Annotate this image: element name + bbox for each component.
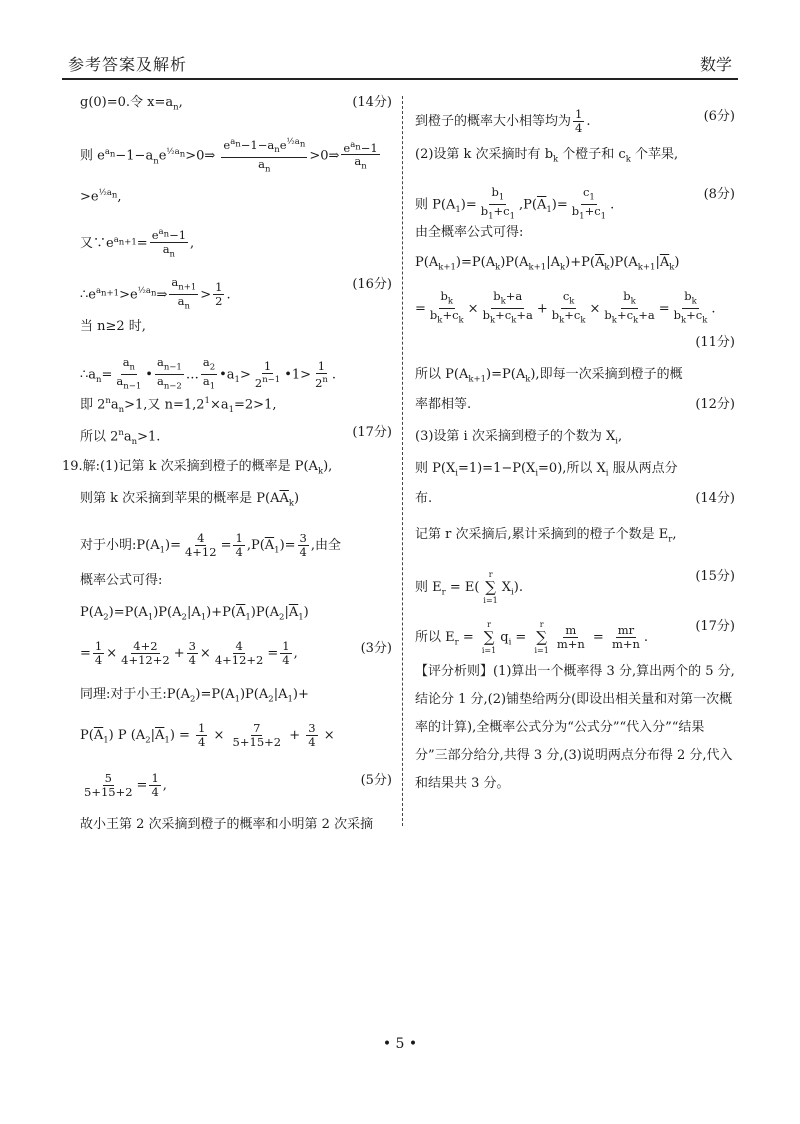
line-equal: 所以 $P(A_{k+1})=P(A_k)$,即每一次采摘到橙子的概	[415, 367, 683, 385]
fraction: $\frac{3}{4}$	[188, 639, 196, 667]
line-pa1: 则 $P(A_1)=$ $\frac{b_1}{b_1+c_1}$ $,P(\overline{A}_1)=$ $\frac{c_1}{b_1+c_1}$ . (8分)	[415, 185, 735, 222]
column-divider	[402, 96, 403, 826]
score: (12分)	[695, 397, 735, 412]
fraction: $\frac{4}{4+12}$	[184, 531, 217, 559]
score: (8分)	[703, 187, 735, 202]
sum-symbol: r ∑ i=1	[481, 620, 497, 655]
fraction: $\frac{1}{4}$	[575, 107, 583, 135]
fraction: $\frac{1}{2}$	[215, 280, 223, 309]
line-equal-prob: 到橙子的概率大小相等均为 $\frac{1}{4}$ . (6分)	[415, 107, 735, 135]
page-number: • 5 •	[382, 1036, 418, 1052]
line-g0: g(0)=0.令 $x=a_n$, (14分)	[80, 95, 392, 113]
fraction: $\frac{c_k}{b_k+c_k}$	[551, 289, 586, 326]
line-calc-4: = $\frac{b_k}{b_k+c_k}$ × $\frac{b_k+a}{b_k+c_k+a}$ + $\frac{c_k}{b_k+c_k}$ × $\frac{b_k}{b_k+c_k+a}$ = $\frac{b_k}{b_k+c_k}$ .	[415, 289, 716, 326]
score: (3分)	[360, 641, 392, 656]
line-part2: (2)设第 k 次采摘时有 $b_k$ 个橙子和 $c_k$ 个苹果,	[415, 147, 679, 165]
line-when: 当 n≥2 时,	[80, 319, 146, 334]
score: (15分)	[695, 569, 735, 584]
header-subject: 数学	[699, 55, 732, 74]
fraction: $\frac{1}{4}$	[94, 639, 103, 667]
sum-symbol: r ∑ i=1	[483, 570, 498, 605]
line-because: 又$\because e^{a_{n+1}}=$ $\frac{e^{a_n}-1}{a_n}$ ,	[80, 227, 195, 260]
fraction: $\frac{b_k}{b_k+c_k}$	[429, 289, 464, 326]
line-product: $\therefore a_n=$ $\frac{a_n}{a_{n-1}}$ • $\frac{a_{n-1}}{a_{n-2}}$ … $\frac{a_2}{a_1}$ $•a_1>$ $\frac{1}{2^{n-1}}$ •1> $\frac{1}{2^n}$ .	[80, 355, 337, 392]
fraction: $\frac{m}{m+n}$	[556, 623, 585, 651]
score: (14分)	[352, 95, 392, 110]
fraction: $\frac{e^{a_n}-1}{a_n}$	[343, 139, 378, 172]
fraction: $\frac{a_{n-1}}{a_{n-2}}$	[156, 355, 182, 392]
page-header	[62, 48, 738, 80]
score: (14分)	[695, 491, 735, 506]
fraction: $\frac{b_k+a}{b_k+c_k+a}$	[482, 289, 533, 326]
line-part3: (3)设第 i 次采摘到橙子的个数为 $X_i$,	[415, 429, 623, 447]
line-gt: $>e^{\frac{1}{2}a_n}$,	[80, 188, 122, 205]
line-implication: 则 $e^{a_n}-1-a_ne^{\frac{1}{2}a_n}>0\Rightarrow$ $\frac{e^{a_n}-1-a_ne^{\frac{1}{2}a_n}}{a_n}$ >0⇒ $\frac{e^{a_n}-1}{a_n}$	[80, 137, 378, 175]
line-therefore: $\therefore e^{a_{n+1}}>e^{\frac{1}{2}a_n}\Rightarrow$ $\frac{a_{n+1}}{a_n}$ > $\frac{1}{2}$ . (16分)	[80, 275, 392, 312]
line-two-point: 则 $P(X_i=1)=1-P(X_i=0)$,所以 $X_i$ 服从两点分	[415, 461, 678, 479]
line-xiaowang: 同理:对于小王$:P(A_2)=P(A_1)P(A_2|A_1)+$	[80, 687, 309, 705]
fraction: $\frac{3}{4}$	[308, 721, 316, 749]
fraction: $\frac{a_2}{a_1}$	[202, 355, 216, 392]
header-title: 参考答案及解析	[68, 55, 188, 74]
fraction: $\frac{7}{5+15+2}$	[232, 721, 282, 749]
fraction: $\frac{1}{4}$	[198, 721, 206, 749]
line-calc-3: $\frac{5}{5+15+2}$ = $\frac{1}{4}$ , (5分)	[84, 771, 392, 799]
grading-note: 【评分析则】(1)算出一个概率得 3 分,算出两个的 5 分,结论分 1 分,(2)铺垫给两分(即设出相关量和对第一次概率的计算),全概率公式分为“公式分”“代入分”“结果分”三部分给分,共得 3 分,(3)说明两点分布得 2 分,代入和结果共 3 分。	[415, 664, 735, 791]
fraction: $\frac{c_1}{b_1+c_1}$	[571, 185, 607, 222]
line-calc-2: $P(\overline{A}_1)$ P $(A_2|\overline{A}_1)$ = $\frac{1}{4}$ × $\frac{7}{5+15+2}$ + $\frac{3}{4}$ ×	[80, 721, 335, 749]
fraction: $\frac{4}{4+12+2}$	[214, 639, 264, 667]
score: (16分)	[352, 277, 392, 292]
line-formula-label-2: 由全概率公式可得:	[415, 225, 524, 240]
score: (17分)	[695, 619, 735, 634]
line-apple: 则第 k 次采摘到苹果的概率是 $P(A\overline{A}_k)$	[80, 491, 300, 509]
fraction: $\frac{1}{2^n}$	[315, 358, 328, 390]
line-all-equal: 率都相等. (12分)	[415, 397, 735, 412]
score: (6分)	[703, 109, 735, 124]
sum-symbol: r ∑ i=1	[534, 620, 549, 655]
line-namely: 即 $2^na_n>1$,又 $n=1,2^1\times a_1=2>1$,	[80, 396, 277, 415]
score: (11分)	[695, 335, 735, 350]
fraction: $\frac{5}{5+15+2}$	[84, 771, 133, 799]
fraction: $\frac{1}{4}$	[151, 771, 159, 799]
fraction: $\frac{mr}{m+n}$	[611, 623, 640, 651]
fraction: $\frac{e^{a_n}-1-a_ne^{\frac{1}{2}a_n}}{a_n}$	[223, 137, 306, 175]
fraction: $\frac{b_k}{b_k+c_k}$	[673, 289, 708, 326]
line-so: 所以 $2^na_n>1$. (17分)	[80, 425, 392, 447]
fraction: $\frac{e^{a_n}-1}{a_n}$	[151, 227, 187, 260]
line-formula-label: 概率公式可得:	[80, 573, 163, 588]
score: (5分)	[360, 773, 392, 788]
line-total-prob-2: $P(A_{k+1})=P(A_k)P(A_{k+1}|A_k)+P(\overline{A}_k)P(A_{k+1}|\overline{A}_k)$	[415, 255, 680, 273]
line-conclusion: 故小王第 2 次采摘到橙子的概率和小明第 2 次采摘	[80, 817, 374, 832]
fraction: $\frac{a_{n+1}}{a_n}$	[171, 275, 197, 312]
fraction: $\frac{a_n}{a_{n-1}}$	[116, 355, 142, 392]
fraction: $\frac{b_k}{b_k+c_k+a}$	[604, 289, 655, 326]
q19-title: 19.解:(1)记第 k 次采摘到橙子的概率是 $P(A_k)$,	[62, 459, 333, 477]
line-er-result: 所以 $E_r$ = r ∑ i=1 $q_i$ = r ∑ i=1 $\frac{m}{m+n}$ = $\frac{mr}{m+n}$ . (17分)	[415, 619, 735, 655]
line-er: 则 $E_r = E$( r ∑ i=1 $X_i$). (15分)	[415, 569, 735, 605]
line-total-prob: $P(A_2)=P(A_1)P(A_2|A_1)+P(\overline{A}_1)P(A_2|\overline{A}_1)$	[80, 605, 309, 623]
line-distribution: 布. (14分)	[415, 491, 735, 506]
fraction: $\frac{3}{4}$	[299, 531, 307, 559]
fraction: $\frac{1}{4}$	[282, 639, 290, 667]
fraction: $\frac{4+2}{4+12+2}$	[121, 639, 170, 667]
line-xiaoming: 对于小明$:P(A_1)=$ $\frac{4}{4+12}$ = $\frac{1}{4}$ $,P(\overline{A}_1)=$ $\frac{3}{4}$ ,由全	[80, 531, 342, 559]
fraction: $\frac{1}{2^{n-1}}$	[254, 358, 281, 390]
fraction: $\frac{1}{4}$	[235, 531, 243, 559]
fraction: $\frac{b_1}{b_1+c_1}$	[480, 185, 516, 222]
score: (17分)	[352, 425, 392, 440]
line-cumulative: 记第 r 次采摘后,累计采摘到的橙子个数是 $E_r$,	[415, 527, 677, 545]
line-calc-1: = $\frac{1}{4}$ × $\frac{4+2}{4+12+2}$ + $\frac{3}{4}$ × $\frac{4}{4+12+2}$ = $\frac{1}{4}$ , (3分)	[80, 639, 392, 667]
